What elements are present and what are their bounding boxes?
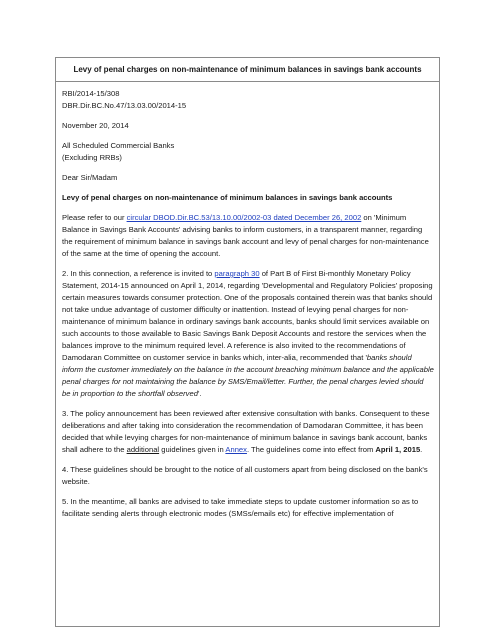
paragraph-2-quote: banks should inform the customer immediately on the balance in the account breaching minimum balance and the applicable penal charges for not maintaining the balance by SMS/Email/letter. Further, the penal charges levied should be in proportion to the shortfall observed xyxy=(62,353,434,398)
effective-date: April 1, 2015 xyxy=(375,445,421,454)
paragraph-2-end: '. xyxy=(197,389,202,398)
paragraph-1 xyxy=(62,212,434,260)
paragraph-3-pre: 3. The policy announcement has been reviewed after extensive consultation with banks. Consequent to these deliberations and after taking into consideration the recommendation of Damodaran Committee, it has been decided that while levying charges for non-maintenance of minimum balance in savings bank account, banks shall adhere to the xyxy=(62,409,430,454)
circular-title-text: Levy of penal charges on non-maintenance of minimum balances in savings bank accounts xyxy=(73,65,422,74)
paragraph-1-pre: Please refer to our xyxy=(62,213,127,222)
annex-link[interactable]: Annex xyxy=(225,445,247,454)
paragraph-3-end: . xyxy=(420,445,423,454)
paragraph-2-pre: 2. In this connection, a reference is invited to xyxy=(62,269,215,278)
paragraph-1-post: on 'Minimum Balance in Savings Bank Accounts' advising banks to inform customers, in a transparent manner, regarding the requirement of minimum balance in savings bank account and levy of penal charges for non-maintenance of the same at the time of opening the account. xyxy=(62,213,429,258)
paragraph-3-additional: additional xyxy=(126,445,160,454)
addressee-line-2: (Excluding RRBs) xyxy=(62,153,122,162)
department-reference: DBR.Dir.BC.No.47/13.03.00/2014-15 xyxy=(62,101,187,110)
paragraph-2-mid: of Part B of First Bi-monthly Monetary Policy Statement, 2014-15 announced on April 1, 2014, regarding 'Developmental and Regulatory Policies' proposing certain measures towards consumer protection. One of the proposals contained therein was that banks should not take undue advantage of customer difficulty or inattention. Instead of levying penal charges for non-maintenance of minimum balance in ordinary savings bank accounts, banks should limit services available on such accounts to those available to Basic Savings Bank Deposit Accounts and restore the services when the balances improve to the minimum required level. A reference is also invited to the recommendations of Damodaran Committee on customer service in banks which, inter-alia, recommended that ' xyxy=(62,269,433,362)
paragraph-30-link[interactable]: paragraph 30 xyxy=(214,269,260,278)
reference-number: RBI/2014-15/308 xyxy=(62,89,120,98)
circular-body xyxy=(56,82,439,520)
paragraph-3 xyxy=(62,408,434,456)
subject-line xyxy=(62,192,434,204)
paragraph-4: 4. These guidelines should be brought to the notice of all customers apart from being disclosed on the bank's website. xyxy=(62,465,428,486)
paragraph-3-mid: guidelines given in xyxy=(159,445,226,454)
circular-title xyxy=(56,58,439,82)
circular-reference-link[interactable]: circular DBOD.Dir.BC.53/13.10.00/2002-03 dated December 26, 2002 xyxy=(126,213,362,222)
paragraph-3-post: . The guidelines come into effect from xyxy=(246,445,376,454)
circular-frame xyxy=(55,57,440,627)
paragraph-2 xyxy=(62,268,434,400)
paragraph-5: 5. In the meantime, all banks are advised to take immediate steps to update customer information so as to facilitate sending alerts through electronic modes (SMSs/emails etc) for effective implementation of xyxy=(62,497,419,518)
addressee-line-1: All Scheduled Commercial Banks xyxy=(62,141,175,150)
subject-text: Levy of penal charges on non-maintenance of minimum balances in savings bank accounts xyxy=(62,193,393,202)
salutation: Dear Sir/Madam xyxy=(62,173,118,182)
circular-date: November 20, 2014 xyxy=(62,121,129,130)
